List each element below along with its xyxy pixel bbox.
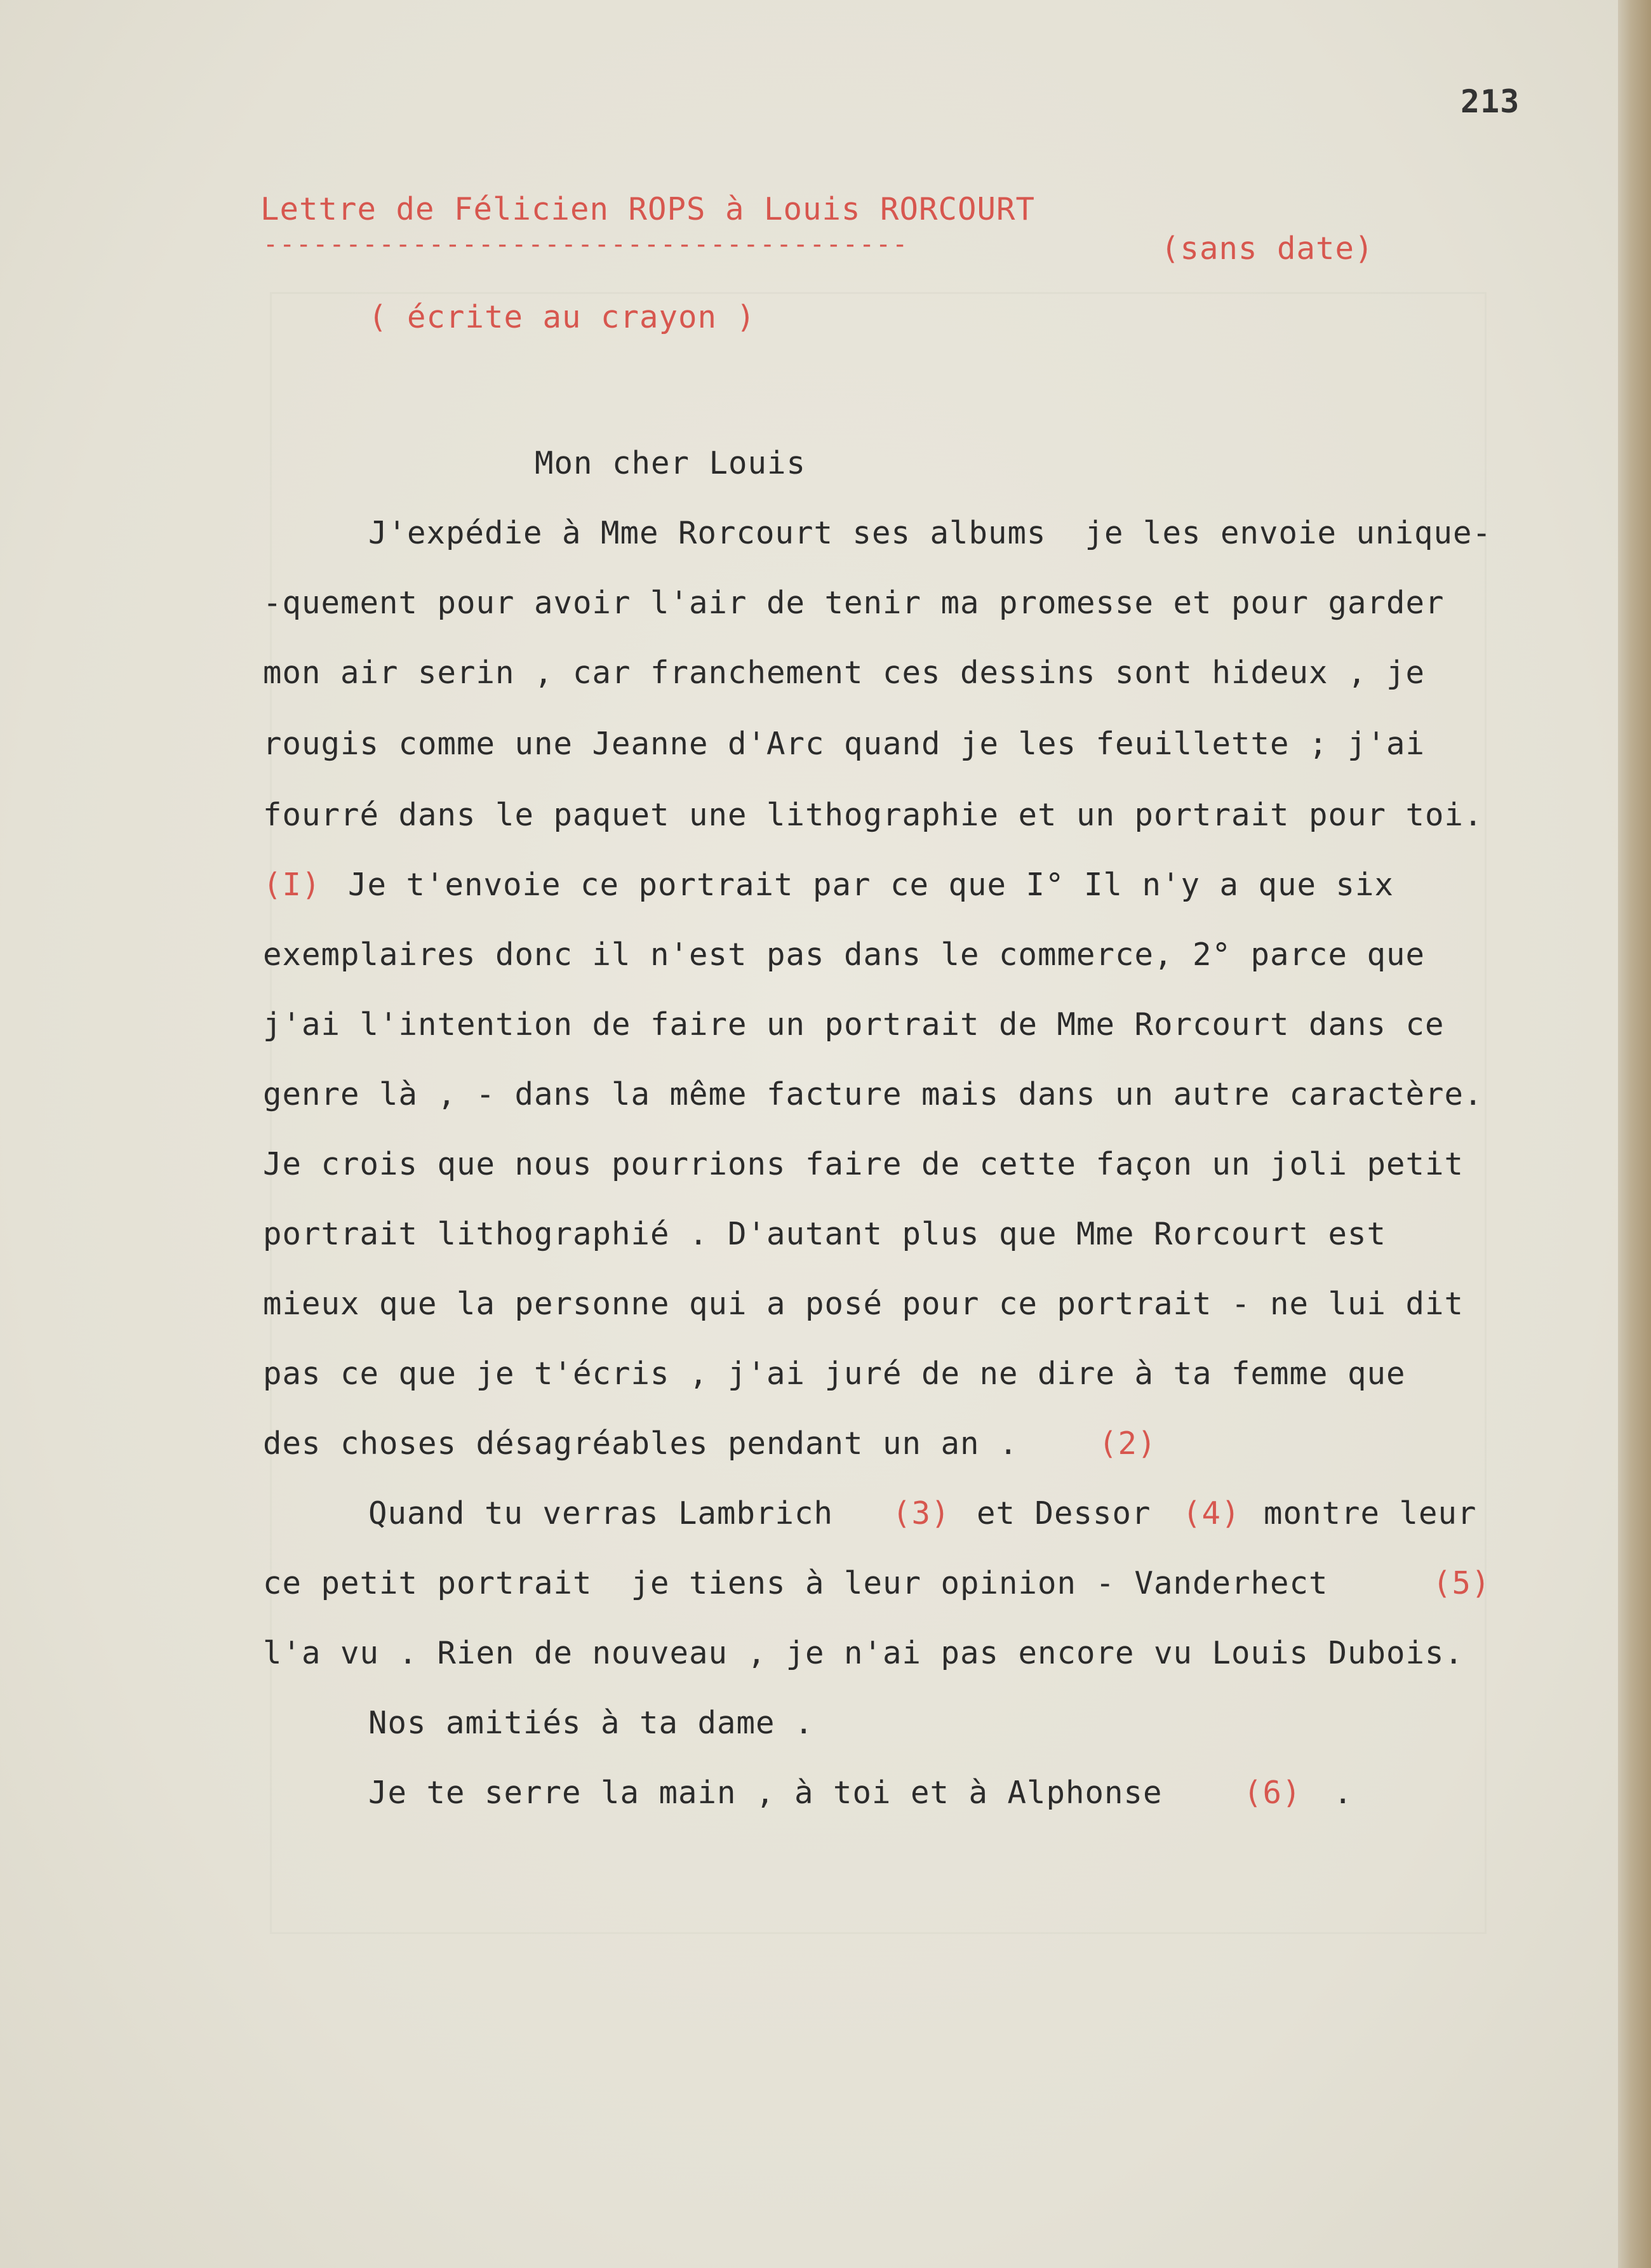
letter-line: des choses désagréables pendant un an .: [263, 1425, 1019, 1462]
letter-line: Nos amitiés à ta dame .: [368, 1705, 814, 1741]
letter-line: Je crois que nous pourrions faire de cette façon un joli petit: [263, 1146, 1464, 1182]
footnote-ref: (3): [892, 1495, 951, 1531]
letter-title: Lettre de Félicien ROPS à Louis RORCOURT: [260, 191, 1036, 227]
salutation: Mon cher Louis: [535, 445, 806, 481]
letter-line: et Dessor: [977, 1495, 1151, 1531]
footnote-ref: (2): [1099, 1425, 1157, 1462]
page-number: 213: [1460, 83, 1520, 120]
letter-line: pas ce que je t'écris , j'ai juré de ne dire à ta femme que: [263, 1356, 1406, 1392]
letter-line: ce petit portrait je tiens à leur opinion - Vanderhect: [263, 1565, 1328, 1601]
letter-line: j'ai l'intention de faire un portrait de Mme Rorcourt dans ce: [263, 1006, 1445, 1043]
book-spine-edge: [1618, 0, 1651, 2268]
date-note: (sans date): [1161, 230, 1374, 267]
letter-line: Quand tu verras Lambrich: [368, 1495, 834, 1531]
letter-line: Je t'envoie ce portrait par ce que I° Il n'y a que six: [348, 867, 1394, 903]
footnote-ref: (I): [263, 867, 321, 903]
title-underline: ---------------------------------------: [263, 230, 909, 259]
letter-line: .: [1334, 1775, 1353, 1811]
letter-line: l'a vu . Rien de nouveau , je n'ai pas encore vu Louis Dubois.: [263, 1635, 1464, 1671]
footnote-ref: (4): [1182, 1495, 1241, 1531]
letter-line: Je te serre la main , à toi et à Alphonse: [368, 1775, 1163, 1811]
letter-line: montre leur: [1264, 1495, 1477, 1531]
letter-line: exemplaires donc il n'est pas dans le commerce, 2° parce que: [263, 937, 1426, 973]
letter-line: J'expédie à Mme Rorcourt ses albums je les envoie unique-: [368, 515, 1492, 551]
letter-line: genre là , - dans la même facture mais dans un autre caractère.: [263, 1076, 1483, 1112]
letter-line: mieux que la personne qui a posé pour ce portrait - ne lui dit: [263, 1286, 1464, 1322]
pencil-note: ( écrite au crayon ): [368, 299, 756, 335]
letter-line: portrait lithographié . D'autant plus que Mme Rorcourt est: [263, 1216, 1387, 1252]
letter-line: mon air serin , car franchement ces dessins sont hideux , je: [263, 655, 1426, 691]
footnote-ref: (5): [1433, 1565, 1491, 1601]
letter-line: rougis comme une Jeanne d'Arc quand je les feuillette ; j'ai: [263, 726, 1426, 762]
letter-line: fourré dans le paquet une lithographie et un portrait pour toi.: [263, 797, 1483, 833]
letter-line: -quement pour avoir l'air de tenir ma promesse et pour garder: [263, 585, 1445, 621]
footnote-ref: (6): [1243, 1775, 1302, 1811]
